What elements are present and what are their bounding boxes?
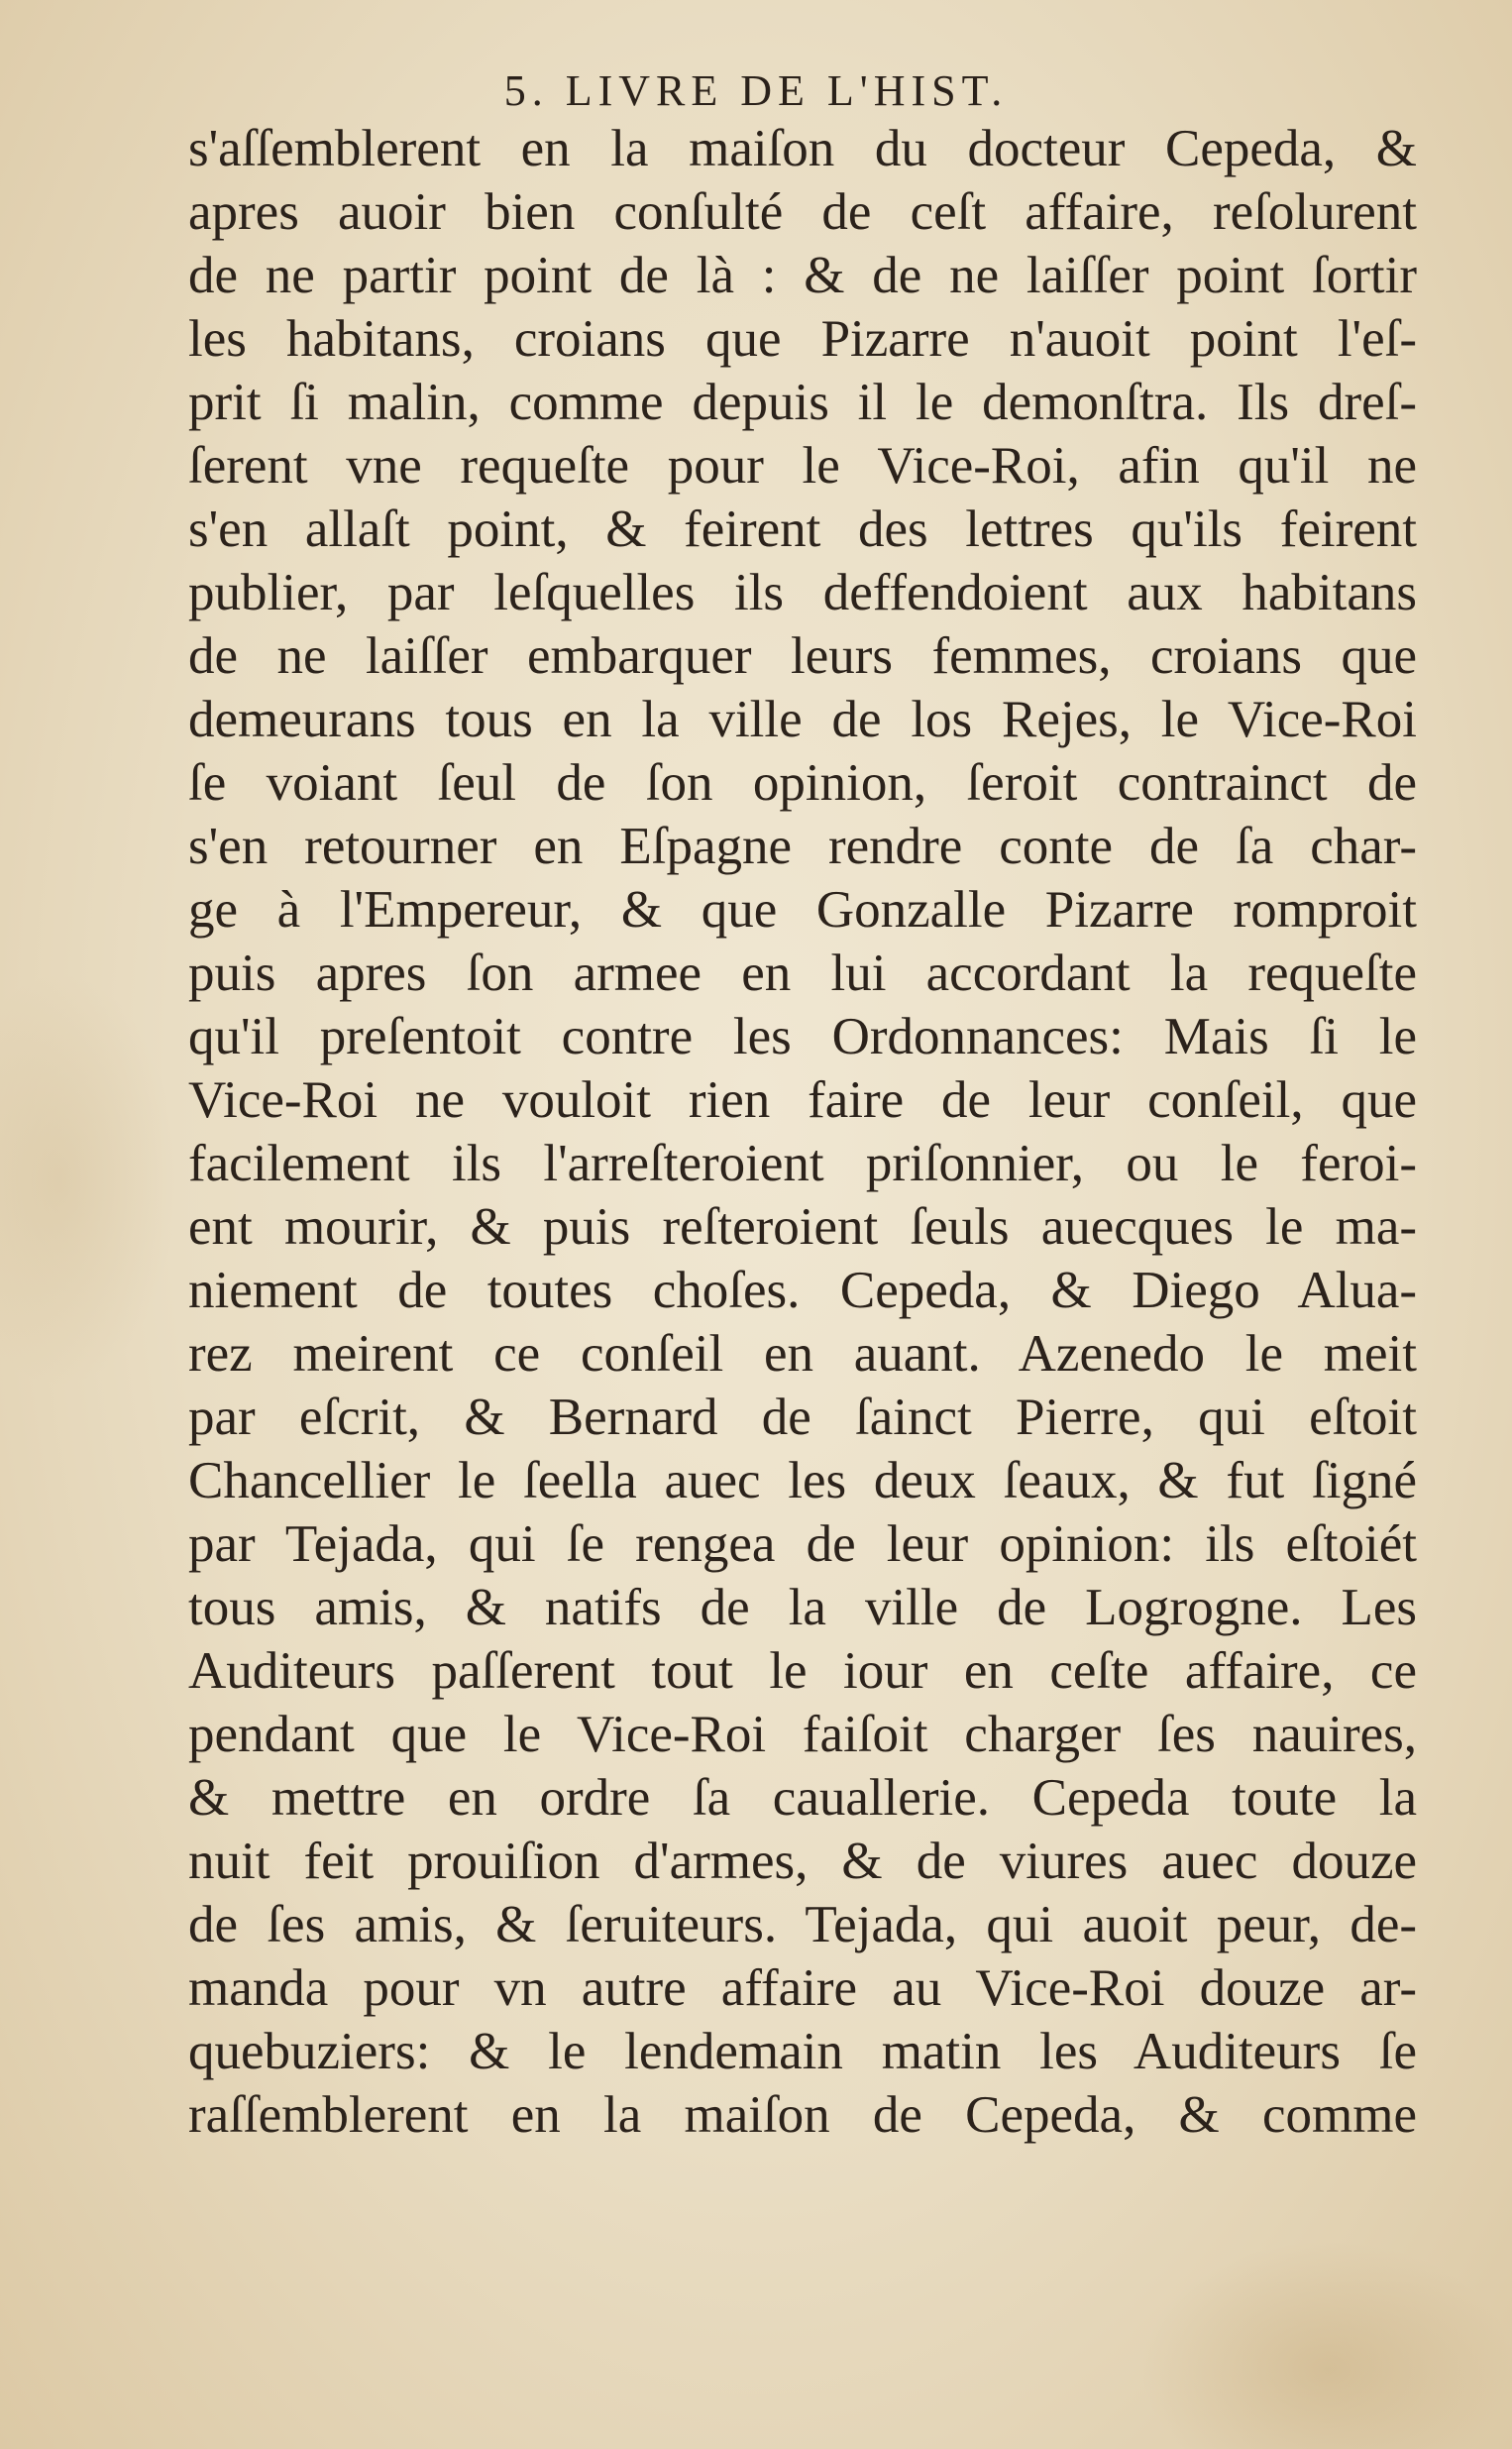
text-line: s'en allaſt point, & feirent des lettres qu'ils feirent xyxy=(188,501,1417,558)
text-line: manda pour vn autre affaire au Vice-Roi douze ar- xyxy=(188,1959,1417,2017)
text-line: s'en retourner en Eſpagne rendre conte de ſa char- xyxy=(188,818,1417,875)
text-line: Vice-Roi ne vouloit rien faire de leur conſeil, que xyxy=(188,1071,1417,1129)
text-line: par Tejada, qui ſe rengea de leur opinion: ils eſtoiét xyxy=(188,1515,1417,1573)
text-line: ſerent vne requeſte pour le Vice-Roi, afin qu'il ne xyxy=(188,437,1417,495)
text-line: quebuziers: & le lendemain matin les Auditeurs ſe xyxy=(188,2023,1417,2080)
text-line: nuit feit prouiſion d'armes, & de viures auec douze xyxy=(188,1833,1417,1890)
text-line: de ſes amis, & ſeruiteurs. Tejada, qui auoit peur, de- xyxy=(188,1896,1417,1953)
text-line: demeurans tous en la ville de los Rejes, le Vice-Roi xyxy=(188,691,1417,748)
text-line: Chancellier le ſeella auec les deux ſeaux, & fut ſigné xyxy=(188,1452,1417,1509)
text-line: & mettre en ordre ſa cauallerie. Cepeda toute la xyxy=(188,1769,1417,1827)
text-line: tous amis, & natifs de la ville de Logrogne. Les xyxy=(188,1579,1417,1636)
text-line: apres auoir bien conſulté de ceſt affaire, reſolurent xyxy=(188,183,1417,241)
text-line: ſe voiant ſeul de ſon opinion, ſeroit contrainct de xyxy=(188,754,1417,812)
body-text xyxy=(188,117,1417,2147)
paper-stain xyxy=(0,971,178,1388)
text-line: publier, par leſquelles ils deffendoient aux habitans xyxy=(188,564,1417,621)
text-line: raſſemblerent en la maiſon de Cepeda, & comme xyxy=(188,2086,1417,2144)
text-line: Auditeurs paſſerent tout le iour en ceſte affaire, ce xyxy=(188,1642,1417,1700)
running-header: 5. LIVRE DE L'HIST. xyxy=(503,66,1009,115)
text-line: prit ſi malin, comme depuis il le demonſtra. Ils dreſ- xyxy=(188,374,1417,431)
text-line: qu'il preſentoit contre les Ordonnances: Mais ſi le xyxy=(188,1008,1417,1065)
text-line: rez meirent ce conſeil en auant. Azenedo le meit xyxy=(188,1325,1417,1383)
text-line: s'aſſemblerent en la maiſon du docteur Cepeda, & xyxy=(188,120,1417,177)
paper-stain xyxy=(1139,2240,1512,2449)
text-line: niement de toutes choſes. Cepeda, & Diego Alua- xyxy=(188,1262,1417,1319)
text-line: pendant que le Vice-Roi faiſoit charger ſes nauires, xyxy=(188,1706,1417,1763)
text-line: les habitans, croians que Pizarre n'auoit point l'eſ- xyxy=(188,310,1417,368)
text-line: de ne partir point de là : & de ne laiſſer point ſortir xyxy=(188,247,1417,304)
text-line: puis apres ſon armee en lui accordant la requeſte xyxy=(188,945,1417,1002)
text-line: facilement ils l'arreſteroient priſonnier, ou le feroi- xyxy=(188,1135,1417,1192)
text-line: ent mourir, & puis reſteroient ſeuls auecques le ma- xyxy=(188,1198,1417,1256)
text-line: de ne laiſſer embarquer leurs femmes, croians que xyxy=(188,627,1417,685)
text-line: ge à l'Empereur, & que Gonzalle Pizarre romproit xyxy=(188,881,1417,939)
text-line: par eſcrit, & Bernard de ſainct Pierre, qui eſtoit xyxy=(188,1389,1417,1446)
